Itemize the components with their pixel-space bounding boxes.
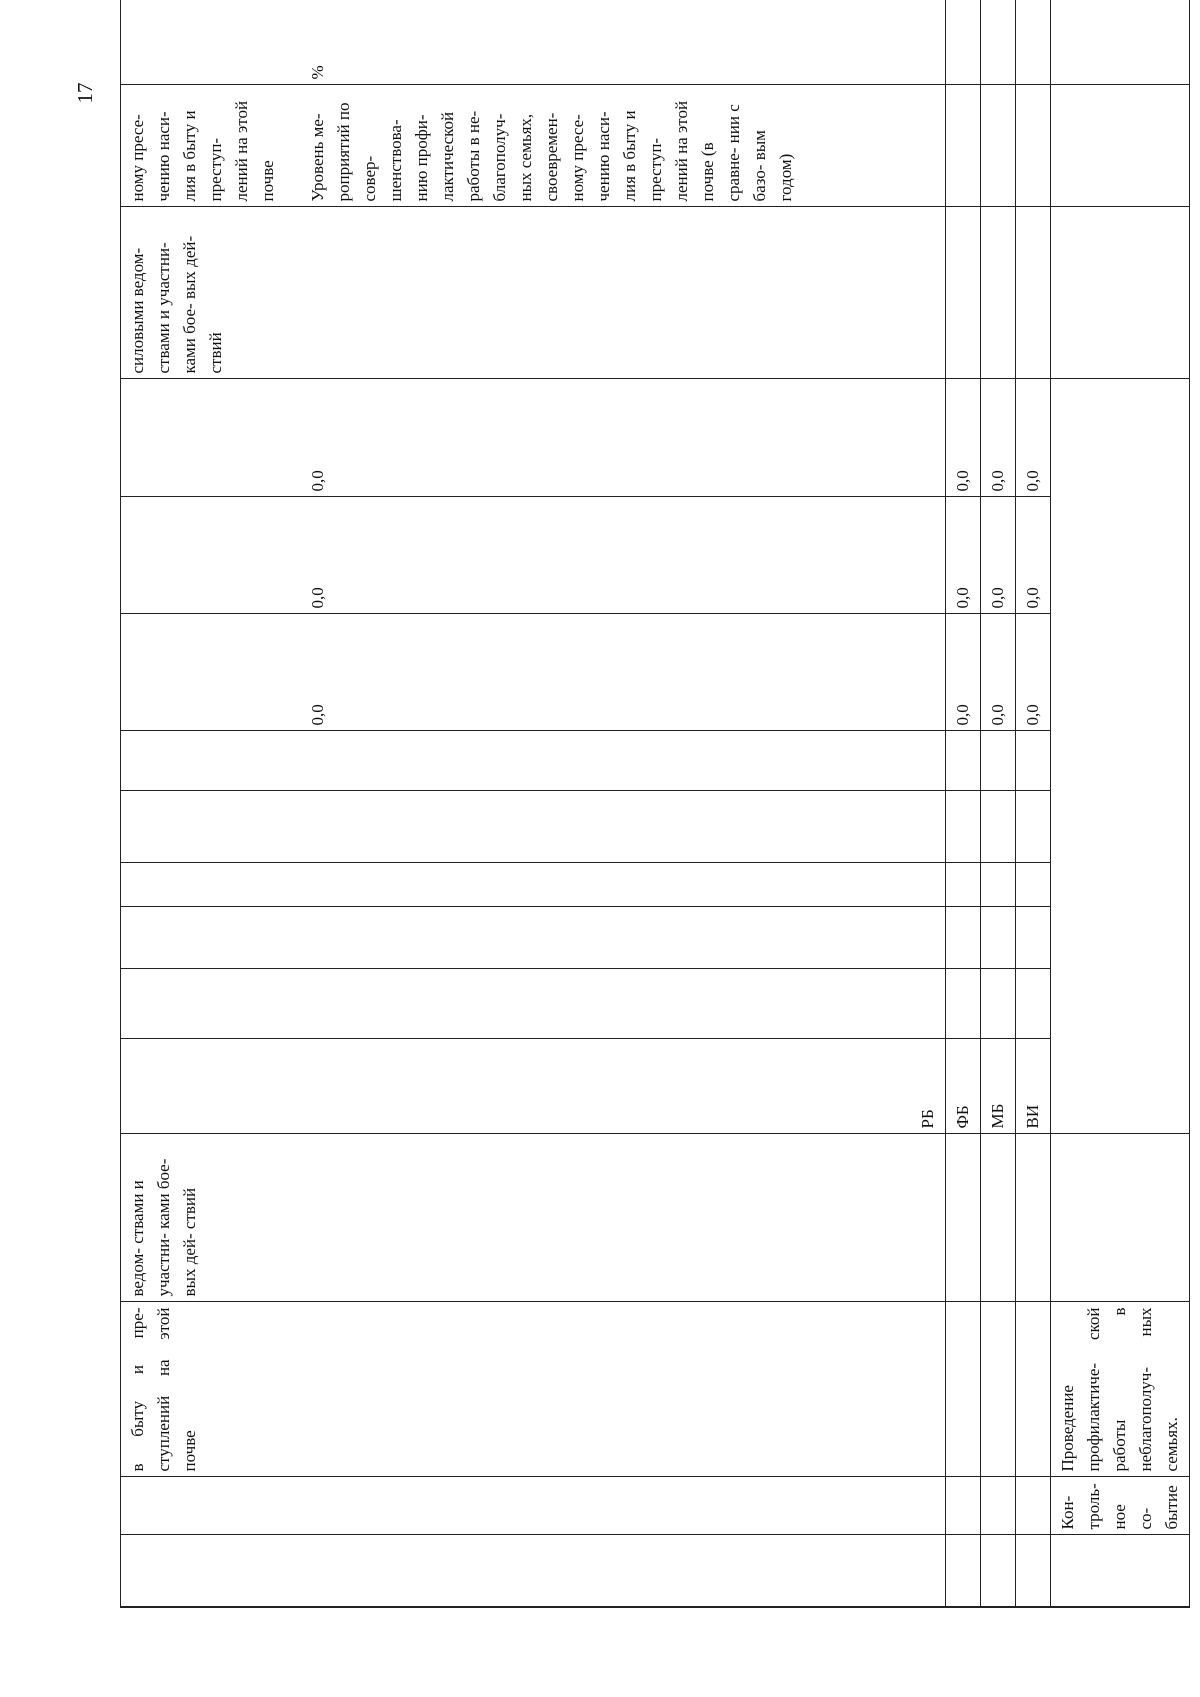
cell-ctrl-empty-3 [1051, 85, 1190, 207]
cell-ctrl-empty-1 [1051, 1134, 1190, 1302]
cell-unit [121, 0, 946, 85]
cell-rb-value-1 [121, 614, 946, 731]
cell-mb-empty-9 [981, 207, 1016, 379]
cell-fb-empty-1 [946, 1477, 981, 1535]
cell-mb-empty-8 [981, 731, 1016, 791]
cell-fb-empty-10 [946, 85, 981, 207]
cell-mb-empty-1 [981, 1477, 1016, 1535]
cell-ctrl-margin [1051, 1535, 1190, 1607]
cell-blank-3 [121, 863, 946, 907]
cell-fb-empty-2 [946, 1302, 981, 1477]
table-row-control-event [1051, 0, 1190, 1607]
table-row-mb [981, 0, 1016, 1607]
cell-vi-empty-11 [1016, 0, 1051, 85]
cell-control-desc: Проведение профилактиче- ской работы в неблагополуч- ных семьях. [1051, 1302, 1190, 1477]
rb-value-3: 0,0 [308, 470, 327, 492]
cell-vi-empty-9 [1016, 207, 1051, 379]
cell-fb-value-1: 0,0 [946, 614, 981, 731]
cell-ctrl-empty-4 [1051, 0, 1190, 85]
cell-executor: ведом- ствами и участни- ками бое- вых дей- ствий [121, 1134, 946, 1302]
cell-fb-empty-3 [946, 1134, 981, 1302]
cell-vi-empty-7 [1016, 791, 1051, 863]
cell-left-margin [121, 1535, 946, 1607]
cell-vi-empty-4 [1016, 969, 1051, 1039]
cell-control-label: Кон- троль- ное со- бытие [1051, 1477, 1190, 1535]
cell-mb-margin [981, 1535, 1016, 1607]
cell-vi-empty-1 [1016, 1477, 1051, 1535]
cell-mb-label: МБ [981, 1039, 1016, 1134]
cell-rb-label [121, 1039, 946, 1134]
cell-rb-value-2 [121, 497, 946, 614]
cell-fb-empty-6 [946, 863, 981, 907]
cell-indicator [121, 85, 946, 207]
table-row-main [121, 0, 946, 1607]
indicator-text: Уровень ме- роприятий по совер- шенствова- нию профи- лактической работы в не- благополуч- ных семьях, своевремен- ному пресе- чению наси- лия в быту и преступ- лений на этой почве (в сравне- нии с базо- вым годом) [308, 100, 795, 202]
cell-event-name [121, 1477, 946, 1535]
cell-vi-empty-8 [1016, 731, 1051, 791]
cell-vi-value-3: 0,0 [1016, 379, 1051, 497]
indicator-continued: ному пресе- чению наси- лия в быту и преступ- лений на этой почве [128, 100, 277, 202]
cell-fb-label: ФБ [946, 1039, 981, 1134]
cell-fb-empty-5 [946, 907, 981, 969]
table-row-fb [946, 0, 981, 1607]
cell-mb-empty-6 [981, 863, 1016, 907]
cell-event-desc: в быту и пре- ступлений на этой почве [121, 1302, 946, 1477]
program-table [120, 0, 1190, 1608]
rb-value-1: 0,0 [308, 704, 327, 726]
cell-blank-4 [121, 791, 946, 863]
rotated-table-wrapper [120, 8, 1181, 1608]
cell-fb-value-3: 0,0 [946, 379, 981, 497]
cell-mb-empty-11 [981, 0, 1016, 85]
cell-mb-empty-3 [981, 1134, 1016, 1302]
cell-blank-5 [121, 731, 946, 791]
unit-text: % [308, 65, 327, 80]
cell-mb-empty-2 [981, 1302, 1016, 1477]
cell-rb-value-3 [121, 379, 946, 497]
cell-blank-1 [121, 969, 946, 1039]
cell-mb-empty-5 [981, 907, 1016, 969]
cell-vi-empty-3 [1016, 1134, 1051, 1302]
table-row-vi [1016, 0, 1051, 1607]
cell-ctrl-empty-2 [1051, 207, 1190, 379]
cell-ctrl-empty-span [1051, 379, 1190, 1134]
page-number: 17 [73, 82, 97, 104]
cell-partner [121, 207, 946, 379]
partner-text: силовыми ведом- ствами и участни- ками бое- вых дей- ствий [128, 235, 225, 374]
cell-mb-value-2: 0,0 [981, 497, 1016, 614]
cell-blank-2 [121, 907, 946, 969]
cell-fb-value-2: 0,0 [946, 497, 981, 614]
cell-mb-value-3: 0,0 [981, 379, 1016, 497]
cell-vi-empty-6 [1016, 863, 1051, 907]
cell-fb-empty-9 [946, 207, 981, 379]
cell-vi-label: ВИ [1016, 1039, 1051, 1134]
cell-fb-empty-11 [946, 0, 981, 85]
cell-fb-margin [946, 1535, 981, 1607]
rb-label: РБ [918, 1109, 937, 1129]
cell-mb-value-1: 0,0 [981, 614, 1016, 731]
cell-vi-empty-2 [1016, 1302, 1051, 1477]
cell-mb-empty-4 [981, 969, 1016, 1039]
cell-fb-empty-7 [946, 791, 981, 863]
cell-vi-empty-10 [1016, 85, 1051, 207]
cell-vi-empty-5 [1016, 907, 1051, 969]
cell-vi-margin [1016, 1535, 1051, 1607]
cell-mb-empty-7 [981, 791, 1016, 863]
cell-vi-value-2: 0,0 [1016, 497, 1051, 614]
cell-fb-empty-8 [946, 731, 981, 791]
cell-vi-value-1: 0,0 [1016, 614, 1051, 731]
rb-value-2: 0,0 [308, 587, 327, 609]
cell-mb-empty-10 [981, 85, 1016, 207]
cell-fb-empty-4 [946, 969, 981, 1039]
